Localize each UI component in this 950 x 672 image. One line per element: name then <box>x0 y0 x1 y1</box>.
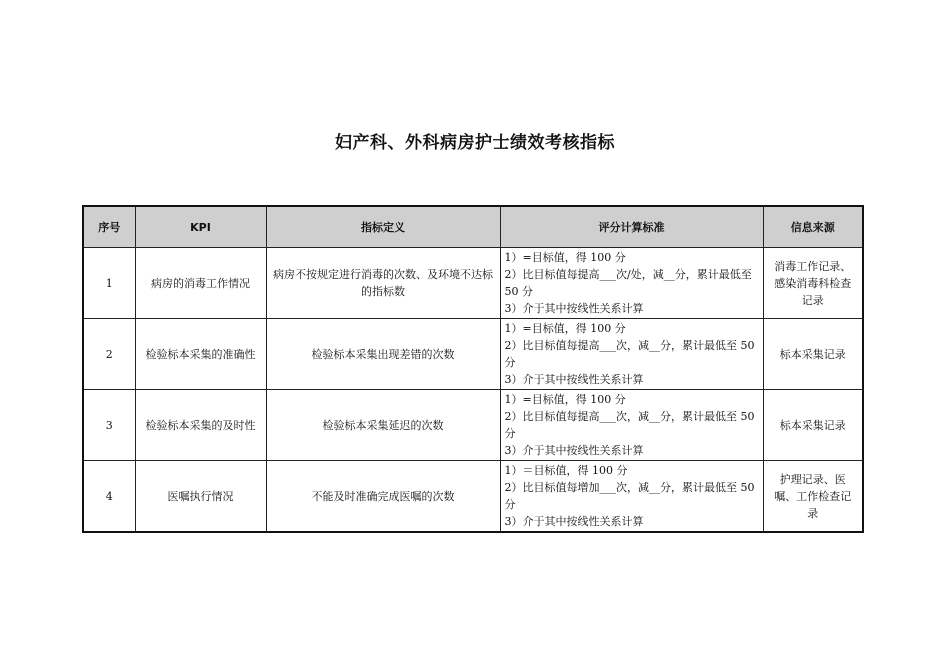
cell-no: 2 <box>83 319 135 390</box>
header-rules: 评分计算标准 <box>500 206 763 248</box>
cell-definition: 病房不按规定进行消毒的次数、及环境不达标的指标数 <box>266 248 500 319</box>
cell-kpi: 检验标本采集的准确性 <box>135 319 266 390</box>
rule-line: 1）=目标值，得 100 分 <box>504 322 626 335</box>
cell-source: 标本采集记录 <box>763 319 863 390</box>
table-row <box>83 248 863 319</box>
cell-definition: 检验标本采集出现差错的次数 <box>266 319 500 390</box>
rule-line: 3）介于其中按线性关系计算 <box>504 444 644 457</box>
rule-line: 1）=目标值，得 100 分 <box>504 393 626 406</box>
rule-line: 2）比目标值每提高___次/处，减__分，累计最低至 50 分 <box>504 268 752 298</box>
header-source: 信息来源 <box>763 206 863 248</box>
rule-line: 1）＝目标值，得 100 分 <box>504 464 628 477</box>
cell-rules <box>500 248 763 319</box>
cell-kpi: 检验标本采集的及时性 <box>135 390 266 461</box>
rule-line: 2）比目标值每增加___次，减__分，累计最低至 50 分 <box>504 481 755 511</box>
cell-no: 4 <box>83 461 135 533</box>
rule-line: 3）介于其中按线性关系计算 <box>504 373 644 386</box>
cell-no: 3 <box>83 390 135 461</box>
header-definition: 指标定义 <box>266 206 500 248</box>
cell-rules <box>500 319 763 390</box>
cell-source: 标本采集记录 <box>763 390 863 461</box>
header-no: 序号 <box>83 206 135 248</box>
header-kpi: KPI <box>135 206 266 248</box>
cell-rules <box>500 461 763 533</box>
cell-no: 1 <box>83 248 135 319</box>
rule-line: 2）比目标值每提高___次，减__分，累计最低至 50 分 <box>504 410 755 440</box>
rule-line: 3）介于其中按线性关系计算 <box>504 515 644 528</box>
rule-line: 2）比目标值每提高___次，减__分，累计最低至 50 分 <box>504 339 755 369</box>
cell-rules <box>500 390 763 461</box>
rule-line: 3）介于其中按线性关系计算 <box>504 302 644 315</box>
cell-source: 护理记录、医嘱、工作检查记录 <box>763 461 863 533</box>
cell-kpi: 医嘱执行情况 <box>135 461 266 533</box>
cell-kpi: 病房的消毒工作情况 <box>135 248 266 319</box>
table-row <box>83 461 863 533</box>
cell-definition: 检验标本采集延迟的次数 <box>266 390 500 461</box>
table-row <box>83 390 863 461</box>
table-row <box>83 319 863 390</box>
cell-source: 消毒工作记录、感染消毒科检查记录 <box>763 248 863 319</box>
kpi-table <box>82 205 864 533</box>
rule-line: 1）=目标值，得 100 分 <box>504 251 626 264</box>
table-header-row <box>83 206 863 248</box>
cell-definition: 不能及时准确完成医嘱的次数 <box>266 461 500 533</box>
page-title: 妇产科、外科病房护士绩效考核指标 <box>335 133 615 153</box>
